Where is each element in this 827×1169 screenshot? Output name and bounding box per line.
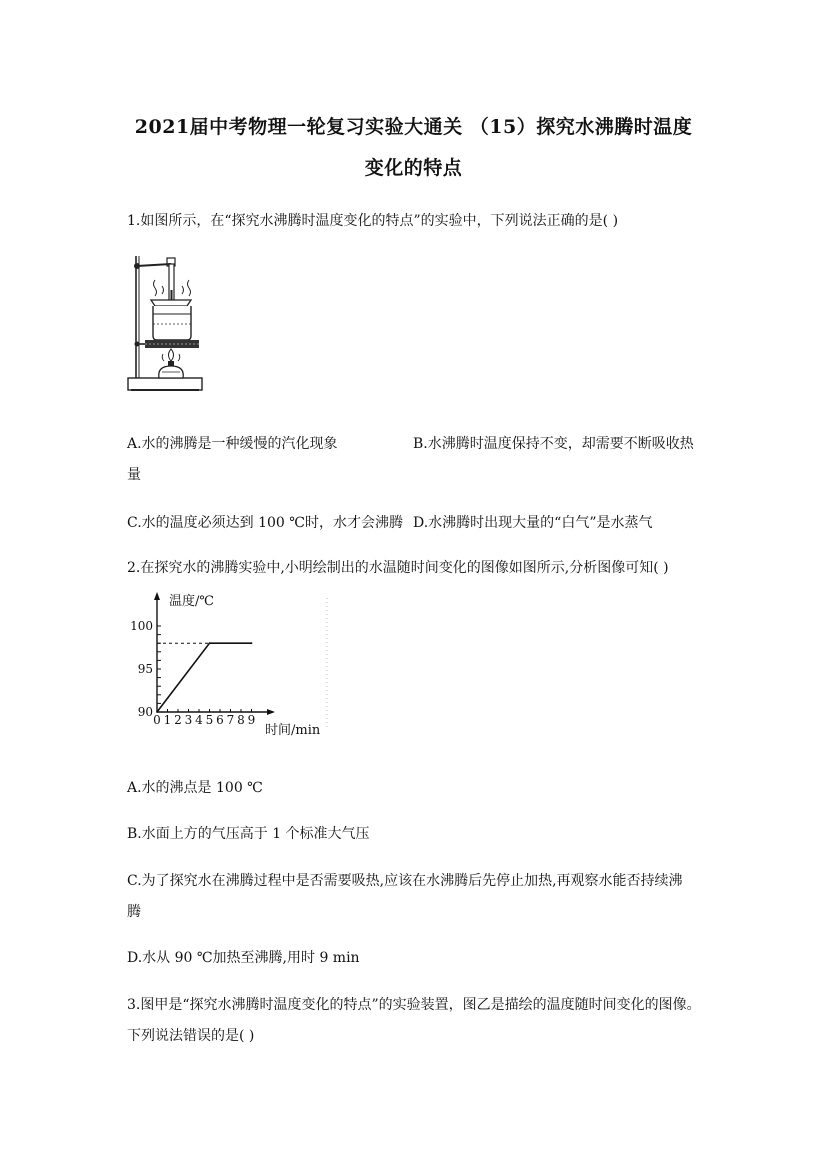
temperature-time-chart <box>127 588 337 738</box>
q1-stem: 1.如图所示，在“探究水沸腾时温度变化的特点”的实验中，下列说法正确的是( ) <box>127 213 619 229</box>
page-title-line1: 2021届中考物理一轮复习实验大通关 （15）探究水沸腾时温度 <box>134 116 693 138</box>
q3-stem-continued: 下列说法错误的是( ) <box>127 1028 255 1044</box>
x-axis-title: 时间/min <box>265 723 321 738</box>
x-tick-label: 7 <box>226 713 235 727</box>
q2-option-c-continued: 腾 <box>127 904 141 920</box>
y-tick-label: 90 <box>137 705 153 719</box>
x-tick-label: 2 <box>174 713 182 727</box>
q1-option-a: A.水的沸腾是一种缓慢的汽化现象 <box>127 436 338 452</box>
x-tick-label: 4 <box>195 713 203 727</box>
page-title-line2: 变化的特点 <box>364 157 463 179</box>
q2-option-a: A.水的沸点是 100 ℃ <box>127 780 263 796</box>
q2-option-b: B.水面上方的气压高于 1 个标准大气压 <box>127 826 370 842</box>
boiling-apparatus-figure <box>127 250 207 398</box>
x-axis-arrow <box>267 709 275 715</box>
temperature-data-point <box>251 642 253 644</box>
x-tick-label: 8 <box>237 713 245 727</box>
q1-option-d: D.水沸腾时出现大量的“白气”是水蒸气 <box>413 515 653 531</box>
x-tick-label: 0 <box>153 713 161 727</box>
x-tick-label: 3 <box>184 713 193 727</box>
q2-stem: 2.在探究水的沸腾实验中,小明绘制出的水温随时间变化的图像如图所示,分析图像可知( ) <box>127 560 669 576</box>
y-axis-arrow <box>154 592 160 600</box>
y-tick-label: 95 <box>137 662 153 676</box>
x-tick-label: 1 <box>163 713 172 727</box>
q1-option-b: B.水沸腾时温度保持不变，却需要不断吸收热 <box>413 436 694 452</box>
x-tick-label: 9 <box>247 713 256 727</box>
q2-option-d: D.水从 90 ℃加热至沸腾,用时 9 min <box>127 950 360 966</box>
q1-option-b-continued: 量 <box>127 467 141 483</box>
x-tick-label: 5 <box>205 713 214 727</box>
temperature-data-point <box>209 642 211 644</box>
y-axis-title: 温度/℃ <box>169 594 214 609</box>
x-tick-label: 6 <box>216 713 224 727</box>
q2-option-c: C.为了探究水在沸腾过程中是否需要吸热,应该在水沸腾后先停止加热,再观察水能否持续沸 <box>127 873 683 889</box>
y-tick-label: 100 <box>130 619 153 633</box>
q1-option-c: C.水的温度必须达到 100 ℃时，水才会沸腾 <box>127 515 403 531</box>
temperature-series-line <box>157 643 252 712</box>
q3-stem: 3.图甲是“探究水沸腾时温度变化的特点”的实验装置，图乙是描绘的温度随时间变化的图像。 <box>127 997 701 1013</box>
